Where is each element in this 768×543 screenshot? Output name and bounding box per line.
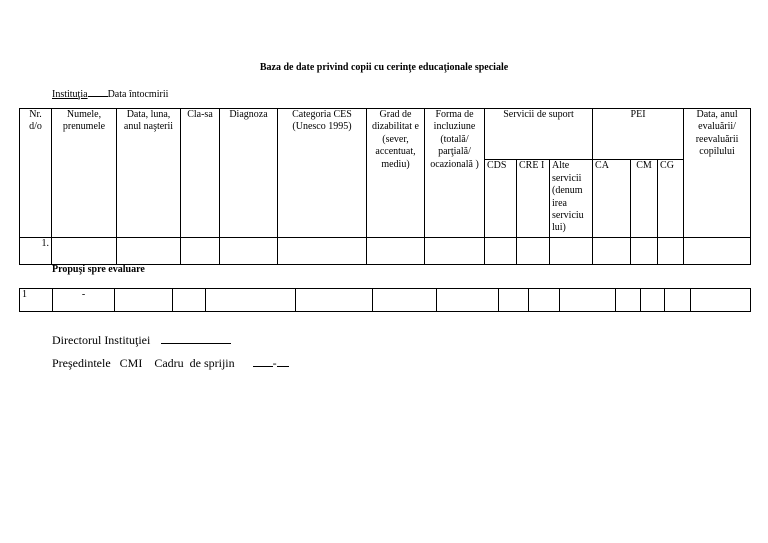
- eval-cell[interactable]: [373, 289, 437, 312]
- institution-line: [52, 87, 168, 100]
- eval-cell[interactable]: [529, 289, 560, 312]
- cell-other-services[interactable]: [550, 238, 593, 265]
- cell-inclusion-form[interactable]: [425, 238, 485, 265]
- header-crei: CRE I: [517, 160, 550, 238]
- president-signature-line: [52, 355, 289, 371]
- date-label: Data întocmirii: [107, 89, 169, 100]
- header-evaluation-date: Data, anul evaluării/ reevaluării copilului: [684, 109, 751, 238]
- cell-diagnosis[interactable]: [220, 238, 278, 265]
- eval-cell[interactable]: [665, 289, 691, 312]
- children-table: [19, 108, 751, 265]
- row-number: 1.: [20, 238, 52, 265]
- header-ca: CA: [593, 160, 631, 238]
- header-name: Numele, prenumele: [52, 109, 117, 238]
- president-dash: -: [272, 356, 277, 370]
- eval-cell-name[interactable]: -: [53, 289, 115, 312]
- eval-cell[interactable]: [437, 289, 499, 312]
- header-pei: PEI: [593, 109, 684, 160]
- header-cg: CG: [658, 160, 684, 238]
- cell-cm[interactable]: [631, 238, 658, 265]
- header-inclusion-form: Forma de incluziune (totală/ parţială/ ocazională ): [425, 109, 485, 238]
- header-diagnosis: Diagnoza: [220, 109, 278, 238]
- header-row-1: [20, 109, 751, 160]
- evaluation-section-label: Propuşi spre evaluare: [52, 264, 145, 275]
- header-cm: CM: [631, 160, 658, 238]
- cell-disability-grade[interactable]: [367, 238, 425, 265]
- eval-cell[interactable]: [560, 289, 616, 312]
- header-disability-grade: Grad de dizabilitat e (sever, accentuat, mediu): [367, 109, 425, 238]
- eval-cell[interactable]: [641, 289, 665, 312]
- header-cds: CDS: [485, 160, 517, 238]
- eval-cell[interactable]: [206, 289, 296, 312]
- eval-cell[interactable]: [296, 289, 373, 312]
- president-signature-blank[interactable]: [253, 355, 273, 367]
- eval-cell[interactable]: [499, 289, 529, 312]
- cadru-signature-blank[interactable]: [277, 355, 289, 367]
- eval-cell[interactable]: [115, 289, 173, 312]
- cell-crei[interactable]: [517, 238, 550, 265]
- eval-cell[interactable]: [173, 289, 206, 312]
- cell-evaluation-date[interactable]: [684, 238, 751, 265]
- cell-cg[interactable]: [658, 238, 684, 265]
- header-class: Cla-sa: [181, 109, 220, 238]
- cell-name[interactable]: [52, 238, 117, 265]
- director-signature-line: [52, 332, 231, 348]
- eval-cell[interactable]: [616, 289, 641, 312]
- cell-birth-date[interactable]: [117, 238, 181, 265]
- header-support-services: Servicii de suport: [485, 109, 593, 160]
- header-birth-date: Data, luna, anul naşterii: [117, 109, 181, 238]
- evaluation-table: [19, 288, 751, 312]
- eval-row-number: 1: [20, 289, 53, 312]
- director-signature-blank[interactable]: [161, 332, 231, 344]
- cell-class[interactable]: [181, 238, 220, 265]
- director-label: Directorul Instituţiei: [52, 333, 151, 347]
- cell-cds[interactable]: [485, 238, 517, 265]
- table-row: [20, 289, 751, 312]
- institution-label: Instituţia: [52, 89, 88, 100]
- eval-cell[interactable]: [691, 289, 751, 312]
- header-nr: Nr. d/o: [20, 109, 52, 238]
- table-row: [20, 238, 751, 265]
- header-ces-category: Categoria CES (Unesco 1995): [278, 109, 367, 238]
- cell-ces-category[interactable]: [278, 238, 367, 265]
- header-other-services: Alte servicii (denum irea serviciu lui): [550, 160, 593, 238]
- institution-blank: [88, 87, 108, 97]
- document-title: Baza de date privind copii cu cerinţe educaţionale speciale: [259, 62, 509, 73]
- president-label: Preşedintele CMI Cadru de sprijin: [52, 356, 235, 370]
- cell-ca[interactable]: [593, 238, 631, 265]
